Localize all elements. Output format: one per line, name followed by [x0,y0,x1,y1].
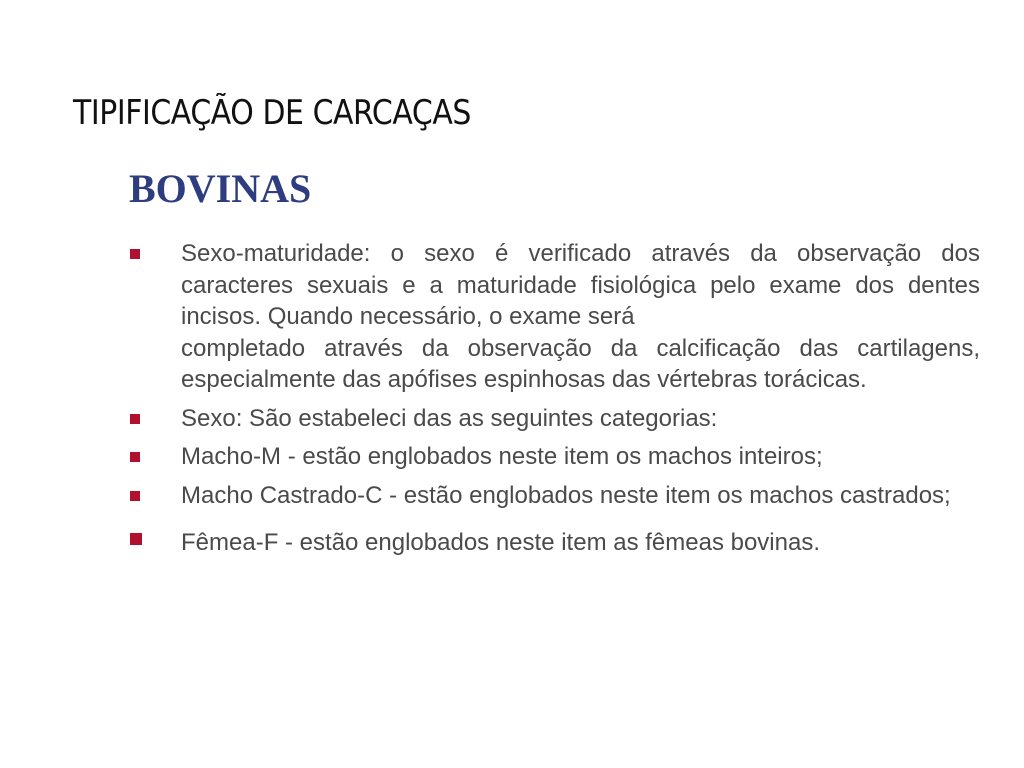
slide-subtitle: BOVINAS [129,166,312,211]
square-bullet-icon [130,414,140,424]
bullet-text: Macho Castrado-C - estão englobados neste item os machos castrados; [181,481,951,509]
square-bullet-icon [130,491,140,501]
bullet-text: Sexo: São estabeleci das as seguintes categorias: [181,404,718,432]
bullet-text-part-1: Sexo-maturidade: o sexo é verificado através da observação dos caracteres sexuais e a maturidade fisiológica pelo exame dos dentes incisos. Quando necessário, o exame será [181,240,980,330]
slide-title: TIPIFICAÇÃO DE CARCAÇAS [73,93,471,133]
bullet-text-part-2: completado através da observação da calcificação das cartilagens, especialmente das apófises espinhosas das vértebras torácicas. [181,334,980,393]
bullet-item-femea [130,527,980,559]
square-bullet-icon [130,533,142,545]
bullet-item-macho [130,441,980,473]
square-bullet-icon [130,249,140,259]
bullet-item-sexo [130,403,980,435]
square-bullet-icon [130,452,140,462]
bullet-item-sexo-maturidade [130,238,980,396]
bullet-text: Macho-M - estão englobados neste item os machos inteiros; [181,443,823,470]
bullet-item-macho-castrado [130,480,971,512]
bullet-list [130,238,980,566]
bullet-text: Fêmea-F - estão englobados neste item as fêmeas bovinas. [181,529,820,556]
